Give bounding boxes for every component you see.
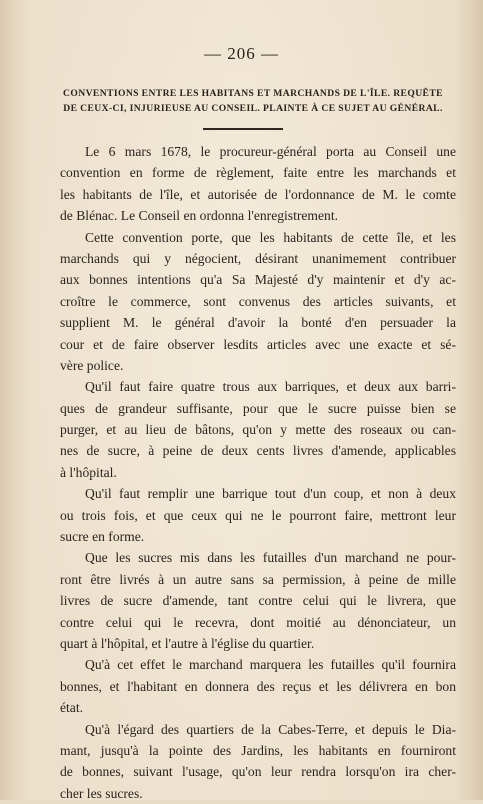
text-line: de Blénac. Le Conseil en ordonna l'enregistrement. bbox=[60, 208, 339, 224]
text-line: les habitants de l'île, et autorisée de l'ordonnance de M. le comte bbox=[60, 186, 456, 202]
paragraph-3 bbox=[60, 376, 456, 483]
chapter-heading bbox=[58, 86, 448, 116]
paragraph-2 bbox=[60, 227, 456, 377]
text-line: quart à l'hôpital, et l'autre à l'église du quartier. bbox=[60, 635, 315, 651]
text-line: bonnes, et l'habitant en donnera des reçus et les délivrera en bon bbox=[60, 678, 456, 694]
text-line: Qu'il faut faire quatre trous aux barriques, et deux aux barri- bbox=[85, 379, 456, 395]
text-line: de bonnes, suivant l'usage, qu'on leur rendra lorsqu'on ira cher- bbox=[60, 764, 456, 780]
text-line: mant, jusqu'à la pointe des Jardins, les habitants en fourniront bbox=[60, 742, 456, 758]
text-line: purger, et au lieu de bâtons, qu'on y mette des roseaux ou can- bbox=[60, 422, 456, 438]
text-line: Cette convention porte, que les habitants de cette île, et les bbox=[85, 229, 456, 245]
text-line: nes de sucre, à peine de deux cents livres d'amende, applicables bbox=[60, 443, 456, 459]
text-line: sucre en forme. bbox=[60, 529, 145, 545]
text-line: Qu'à l'égard des quartiers de la Cabes-Terre, et depuis le Dia- bbox=[85, 721, 456, 737]
text-line: cour et de faire observer lesdits articles avec une exacte et sé- bbox=[60, 336, 456, 352]
text-line: marchands qui y négocient, désirant unanimement contribuer bbox=[60, 250, 456, 266]
body-text bbox=[60, 141, 456, 804]
text-line: Que les sucres mis dans les futailles d'un marchand ne pour- bbox=[85, 550, 456, 566]
text-line: Qu'il faut remplir une barrique tout d'un coup, et non à deux bbox=[85, 486, 456, 502]
paragraph-4 bbox=[60, 483, 456, 547]
text-line: croître le commerce, sont convenus des articles suivants, et bbox=[60, 293, 456, 309]
text-line: convention en forme de règlement, faite entre les marchands et bbox=[60, 165, 456, 181]
text-line: ront être livrés à un autre sans sa permission, à peine de mille bbox=[60, 571, 456, 587]
text-line: cher les sucres. bbox=[60, 785, 143, 801]
page-number: — 206 — bbox=[204, 44, 279, 63]
heading-divider bbox=[203, 128, 283, 130]
text-line: contre celui qui le recevra, dont moitié au dénonciateur, un bbox=[60, 614, 456, 630]
text-line: Qu'à cet effet le marchand marquera les futailles qu'il fournira bbox=[85, 657, 456, 673]
text-line: supplient M. le général d'avoir la bonté d'en persuader la bbox=[60, 315, 456, 331]
paragraph-6 bbox=[60, 654, 456, 718]
heading-line-2: DE CEUX-CI, INJURIEUSE AU CONSEIL. PLAINTE À CE SUJET AU GÉNÉRAL. bbox=[63, 103, 443, 114]
paragraph-7 bbox=[60, 719, 456, 804]
text-line: ques de grandeur suffisante, pour que le sucre puisse bien se bbox=[60, 400, 456, 416]
text-line: aux bonnes intentions qu'a Sa Majesté d'y maintenir et d'y ac- bbox=[60, 272, 456, 288]
text-line: état. bbox=[60, 700, 84, 716]
paragraph-1 bbox=[60, 141, 456, 227]
text-line: Le 6 mars 1678, le procureur-général porta au Conseil une bbox=[85, 144, 456, 159]
text-line: à l'hôpital. bbox=[60, 464, 117, 480]
text-line: ou trois fois, et que ceux qui ne le pourront faire, mettront leur bbox=[60, 507, 456, 523]
text-line: livres de sucre d'amende, tant contre celui qui le livrera, que bbox=[60, 593, 456, 609]
heading-line-1: CONVENTIONS ENTRE LES HABITANS ET MARCHANDS DE L'ÎLE. REQUÊTE bbox=[63, 88, 443, 99]
paragraph-5 bbox=[60, 547, 456, 654]
text-line: vère police. bbox=[60, 357, 124, 373]
